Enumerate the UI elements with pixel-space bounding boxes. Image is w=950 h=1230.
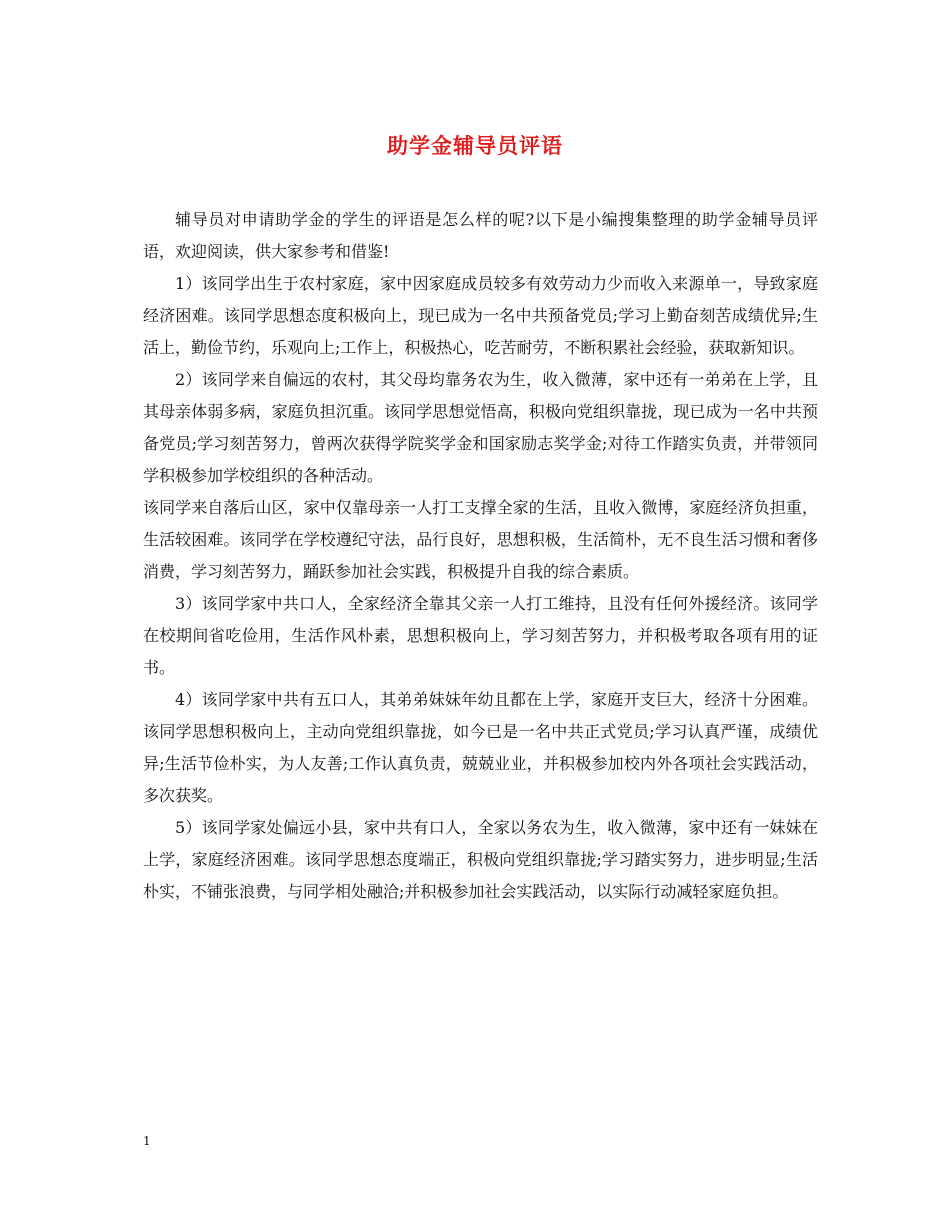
comment-paragraph-3: 3）该同学家中共口人，全家经济全靠其父亲一人打工维持，且没有任何外援经济。该同学在校期间省吃俭用，生活作风朴素，思想积极向上，学习刻苦努力，并积极考取各项有用的证书。 (143, 594, 818, 677)
document-title: 助学金辅导员评语 (387, 134, 563, 158)
comment-paragraph-4: 4）该同学家中共有五口人，其弟弟妹妹年幼且都在上学，家庭开支巨大，经济十分困难。该同学思想积极向上，主动向党组织靠拢，如今已是一名中共正式党员;学习认真严谨，成绩优异;生活节俭朴实，为人友善;工作认真负责，兢兢业业，并积极参加校内外各项社会实践活动，多次获奖。 (143, 690, 818, 805)
comment-paragraph-2-continued: 该同学来自落后山区，家中仅靠母亲一人打工支撑全家的生活，且收入微博，家庭经济负担重，生活较困难。该同学在学校遵纪守法，品行良好，思想积极，生活简朴，无不良生活习惯和奢侈消费，学习刻苦努力，踊跃参加社会实践，积极提升自我的综合素质。 (143, 498, 818, 581)
comment-paragraph-1: 1）该同学出生于农村家庭，家中因家庭成员较多有效劳动力少而收入来源单一，导致家庭经济困难。该同学思想态度积极向上，现已成为一名中共预备党员;学习上勤奋刻苦成绩优异;生活上，勤俭节约，乐观向上;工作上，积极热心，吃苦耐劳，不断积累社会经验，获取新知识。 (143, 274, 818, 357)
document-body (143, 204, 818, 908)
intro-paragraph: 辅导员对申请助学金的学生的评语是怎么样的呢?以下是小编搜集整理的助学金辅导员评语，欢迎阅读，供大家参考和借鉴! (143, 210, 818, 261)
comment-paragraph-5: 5）该同学家处偏远小县，家中共有口人，全家以务农为生，收入微薄，家中还有一妹妹在上学，家庭经济困难。该同学思想态度端正，积极向党组织靠拢;学习踏实努力，进步明显;生活朴实，不铺张浪费，与同学相处融洽;并积极参加社会实践活动，以实际行动减轻家庭负担。 (143, 818, 818, 901)
comment-paragraph-2: 2）该同学来自偏远的农村，其父母均靠务农为生，收入微薄，家中还有一弟弟在上学，且其母亲体弱多病，家庭负担沉重。该同学思想觉悟高，积极向党组织靠拢，现已成为一名中共预备党员;学习刻苦努力，曾两次获得学院奖学金和国家励志奖学金;对待工作踏实负责，并带领同学积极参加学校组织的各种活动。 (143, 370, 818, 485)
page-number: 1 (143, 1134, 151, 1148)
